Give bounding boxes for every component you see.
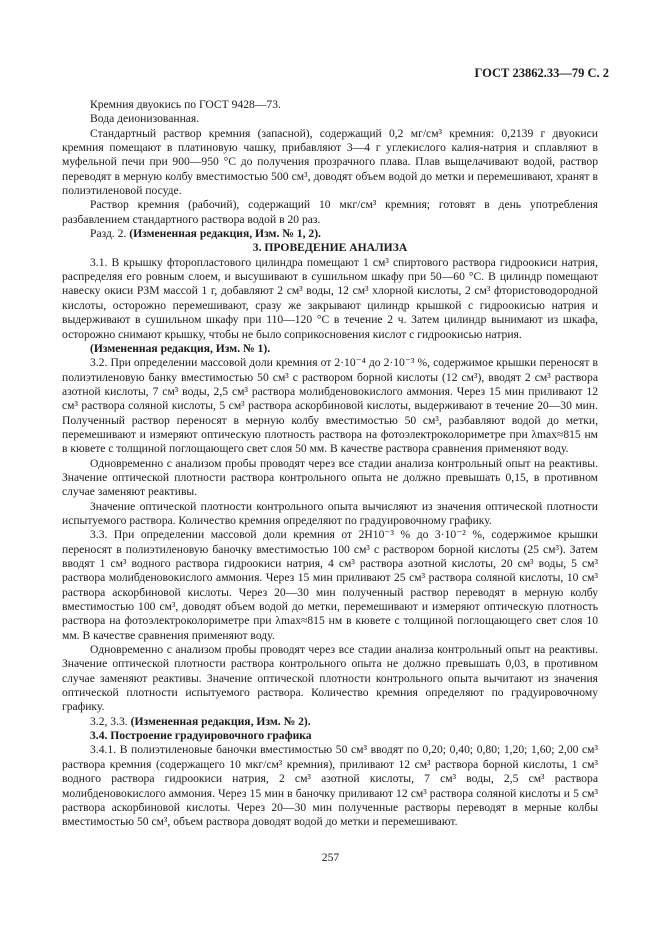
paragraph-3-4-1: 3.4.1. В полиэтиленовые баночки вместимостью 50 см³ вводят по 0,20; 0,40; 0,80; 1,20; 1,60; 2,00 см³ раствора кремния (содержащего 10 мкг/см³ кремния), приливают 12 см³ раствора борной кислоты, 1 см³ водного раствора гидроокиси натрия, 2 см³ азотной кислоты, 7 см³ воды, 2,5 см³ раствора молибденовокислого аммония. Через 15 мин в баночку приливают 12 см³ раствора соляной кислоты и 5 см³ раствора аскорбиновой кислоты. Через 20—30 мин полученные растворы переводят в мерные колбы вместимостью 50 см³, объем раствора доводят водой до метки и перемешивают. xyxy=(62,743,598,829)
subsection-title: 3.4. Построение градуировочного графика xyxy=(90,729,312,743)
amendment-ref: Разд. 2. xyxy=(90,227,130,241)
amendment-text: (Измененная редакция, Изм. № 2). xyxy=(130,714,311,728)
paragraph-3-2: 3.2. При определении массовой доли кремния от 2·10⁻⁴ до 2·10⁻³ %, содержимое крышки переносят в полиэтиленовую банку вместимостью 50 см³ с раствором борной кислоты (12 см³), вводят 2 см³ раствора азотной кислоты, 7 см³ воды, 2,5 см³ раствора молибденовокислого аммония. Через 15 мин приливают 12 см³ раствора соляной кислоты, 5 см³ раствора аскорбиновой кислоты, выдерживают в течение 20—30 мин. Полученный раствор переносят в мерную колбу вместимостью 50 см³, разбавляют водой до метки, перемешивают и измеряют оптическую плотность раствора на фотоэлектроколориметре при λmax≈815 нм в кювете с толщиной поглощающего свет слоя 50 мм. В качестве раствора сравнения применяют воду. xyxy=(62,356,598,456)
amendment-note xyxy=(62,227,598,241)
paragraph-3-3: 3.3. При определении массовой доли кремния от 2Н10⁻³ % до 3·10⁻² %, содержимое крышки переносят в полиэтиленовую баночку вместимостью 100 см³ с раствором борной кислоты (25 см³). Затем вводят 1 см³ водного раствора гидроокиси натрия, 4 см³ раствора азотной кислоты, 20 см³ воды, 5 см³ раствора молибденовокислого аммония. Через 15 мин приливают 25 см³ раствора соляной кислоты, 10 см³ раствора аскорбиновой кислоты. Через 20—30 мин полученный раствор переводят в мерную колбу вместимостью 100 см³, доводят объем водой до метки, перемешивают и измеряют оптическую плотность раствора на фотоэлектроколориметре при λmax≈815 нм в кювете с толщиной поглощающего свет слоя 10 мм. В качестве сравнения применяют воду. xyxy=(62,528,598,642)
amendment-note xyxy=(62,715,598,729)
page-number: 257 xyxy=(321,851,340,864)
paragraph-3-1: 3.1. В крышку фторопластового цилиндра помещают 1 см³ спиртового раствора гидроокиси натрия, распределяя его ровным слоем, и высушивают в сушильном шкафу при 50—60 °С. В цилиндр помещают навеску окиси РЗМ массой 1 г, добавляют 2 см³ воды, 12 см³ хлорной кислоты, 2 см³ фтористоводородной кислоты, осторожно перемешивают, сразу же закрывают цилиндр крышкой с гидроокисью натрия и выдерживают в сушильном шкафу при 110—120 °С в течение 2 ч. Затем цилиндр вынимают из шкафа, осторожно снимают крышку, чтобы не было соприкосновения кислот с гидроокисью натрия. xyxy=(62,255,598,341)
page-header: ГОСТ 23862.33—79 С. 2 xyxy=(474,66,609,80)
paragraph: Значение оптической плотности контрольного опыта вычисляют из значения оптической плотности испытуемого раствора. Количество кремния определяют по градуировочному графику. xyxy=(62,499,598,527)
paragraph: Стандартный раствор кремния (запасной), содержащий 0,2 мг/см³ кремния: 0,2139 г двуокиси кремния помещают в платиновую чашку, прибавляют 3—4 г углекислого калия-натрия и сплавляют в муфельной печи при 900—950 °С до получения прозрачного плава. Плав выщелачивают водой, раствор переводят в мерную колбу вместимостью 500 см³, доводят объем водой до метки и перемешивают, хранят в полиэтиленовой посуде. xyxy=(62,126,598,198)
paragraph: Вода деионизованная. xyxy=(90,112,200,126)
subsection-heading xyxy=(62,729,598,743)
section-title: 3. ПРОВЕДЕНИЕ АНАЛИЗА xyxy=(252,241,408,255)
amendment-ref: 3.2, 3.3. xyxy=(90,714,131,728)
paragraph: Раствор кремния (рабочий), содержащий 10 мкг/см³ кремния; готовят в день употребления разбавлением стандартного раствора водой в 20 раз. xyxy=(62,198,598,226)
document-body xyxy=(62,98,598,830)
amendment-text: (Измененная редакция, Изм. № 1). xyxy=(90,341,271,355)
paragraph: Одновременно с анализом пробы проводят через все стадии анализа контрольный опыт на реактивы. Значение оптической плотности раствора контрольного опыта не должно превышать 0,03, в противном случае заменяют реактивы. Значение оптической плотности контрольного опыта вычитают из значения оптической плотности испытуемого раствора. Количество кремния определяют по градуировочному графику. xyxy=(62,643,598,714)
amendment-note xyxy=(62,342,598,356)
paragraph: Одновременно с анализом пробы проводят через все стадии анализа контрольный опыт на реактивы. Значение оптической плотности раствора контрольного опыта не должно превышать 0,15, в противном случае заменяют реактивы. xyxy=(62,456,598,499)
paragraph: Кремния двуокись по ГОСТ 9428—73. xyxy=(90,98,281,111)
amendment-text: (Измененная редакция, Изм. № 1, 2). xyxy=(129,227,321,241)
